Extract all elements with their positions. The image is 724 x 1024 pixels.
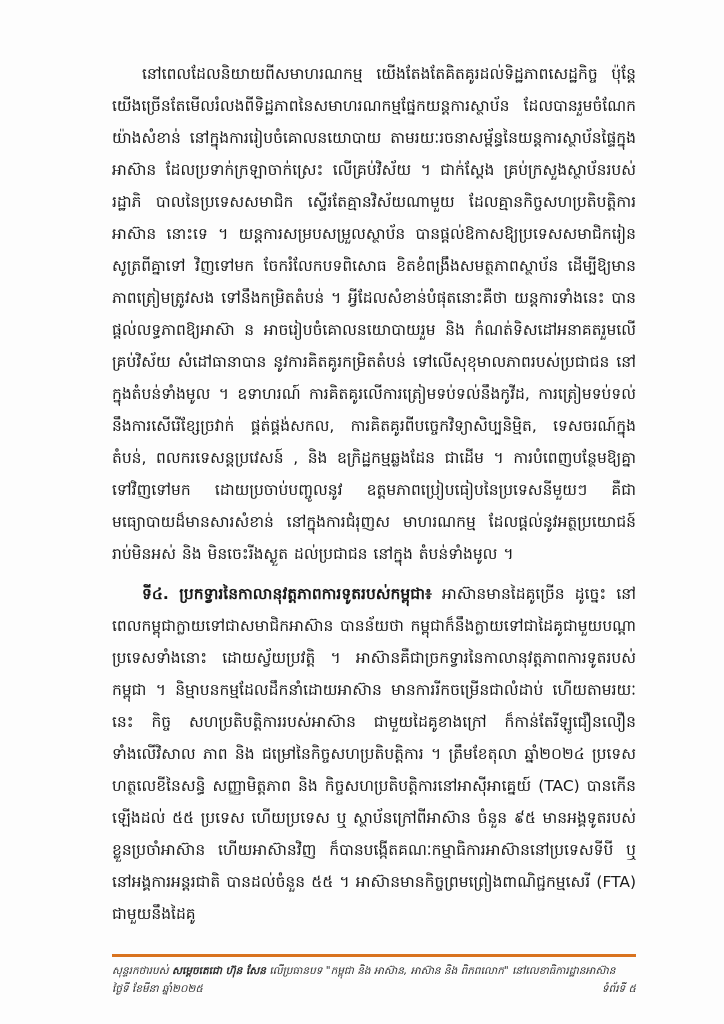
footer-speaker: សម្តេចតេជោ ហ៊ុន សែន	[172, 965, 266, 977]
paragraph-2-body: អាស៊ានមានដៃគូច្រើន ដូច្នេះ នៅ ពេលកម្ពុជាក្លាយទៅជាសមាជិកអាស៊ាន បានន័យថា កម្ពុជាក៏នឹងក្លាយទៅជាដៃគូជាមួយបណ្តា ប្រទេសទាំងនោះ ដោយស្វ័យប្រវត្តិ ។ អាស៊ានគឺជាច្រកទ្វារនៃកាលានុវត្តភាពការទូតរបស់កម្ពុជា ។ និម្មាបនកម្មដែលដឹកនាំដោយអាស៊ាន មានការរីកចម្រើនជាលំដាប់ ហើយតាមរយៈនេះ កិច្ច សហប្រតិបត្តិការរបស់អាស៊ាន ជាមួយដៃគូខាងក្រៅ ក៏កាន់តែរីឡូជឿនលឿន ទាំងលើវិសាល ភាព និង ជម្រៅនៃកិច្ចសហប្រតិបត្តិការ ។ ត្រឹមខែតុលា ឆ្នាំ២០២៤ ប្រទេសហត្ថលេខីនៃសន្ធិ សញ្ញាមិត្តភាព និង កិច្ចសហប្រតិបត្តិការនៅអាស៊ីអាគ្នេយ៍ (TAC) បានកើនឡើងដល់ ៥៥ ប្រទេស ហើយប្រទេស ឬ ស្ថាប័នក្រៅពីអាស៊ាន ចំនួន ៩៥ មានអង្គទូតរបស់ខ្លួនប្រចាំអាស៊ាន ហើយអាស៊ានវិញ ក៏បានបង្កើតគណៈកម្មាធិការអាស៊ាននៅប្រទេសទីបី ឬ នៅអង្គការអន្តរជាតិ បានដល់ចំនួន ៥៥ ។ អាស៊ានមានកិច្ចព្រមព្រៀងពាណិជ្ជកម្មសេរី (FTA) ជាមួយនឹងដៃគូ	[112, 585, 636, 923]
body-content	[112, 58, 636, 930]
paragraph-1: នៅពេលដែលនិយាយពីសមាហរណកម្ម យើងតែងតែគិតគូរដល់ទិដ្ឋភាពសេដ្ឋកិច្ច ប៉ុន្តែ យើងច្រើនតែមើលរំលងពីទិដ្ឋភាពនៃសមាហរណកម្មផ្នែកយន្តការស្ថាប័ន ដែលបានរួមចំណែក យ៉ាងសំខាន់ នៅក្នុងការរៀបចំគោលនយោបាយ តាមរយៈរចនាសម្ព័ន្ធនៃយន្តការស្ថាប័នផ្ទៃក្នុង អាស៊ាន ដែលប្រទាក់ក្រឡាចាក់ស្រេះ លើគ្រប់វិស័យ ។ ជាក់ស្តែង គ្រប់ក្រសួងស្ថាប័នរបស់រដ្ឋាភិ បាលនៃប្រទេសសមាជិក ស្ទើរតែគ្មានវិស័យណាមួយ ដែលគ្មានកិច្ចសហប្រតិបត្តិការអាស៊ាន នោះទេ ។ យន្តការសម្របសម្រួលស្ថាប័ន បានផ្តល់ឱកាសឱ្យប្រទេសសមាជិករៀនសូត្រពីគ្នាទៅ វិញទៅមក ចែករំលែកបទពិសោធ ខិតខំពង្រឹងសមត្ថភាពស្ថាប័ន ដើម្បីឱ្យមានភាពត្រៀមត្រូវសង ទៅនឹងកម្រិតតំបន់ ។ អ្វីដែលសំខាន់បំផុតនោះគឺថា យន្តការទាំងនេះ បានផ្តល់លទ្ធភាពឱ្យអាស៊ា ន អាចរៀបចំគោលនយោបាយរួម និង កំណត់ទិសដៅអនាគតរួមលើគ្រប់វិស័យ សំដៅធានាបាន នូវការគិតគូរកម្រិតតំបន់ ទៅលើសុខុមាលភាពរបស់ប្រជាជន នៅក្នុងតំបន់ទាំងមូល ។ ឧទាហរណ៍ ការគិតគូរលើការត្រៀមទប់ទល់នឹងកូវីដ, ការត្រៀមទប់ទល់នឹងការសើរើខ្សែច្រវាក់ ផ្គត់ផ្គង់សកល, ការគិតគូរពីបច្ចេកវិទ្យាសិប្បនិម្មិត, ទេសចរណ៍ក្នុងតំបន់, ពលករទេសន្តប្រវេសន៍ , និង ឧក្រិដ្ឋកម្មឆ្លងដែន ជាដើម ។ ការបំពេញបន្ថែមឱ្យគ្នាទៅវិញទៅមក ដោយប្រចាប់បញ្ចូលនូវ ឧត្តមភាពប្រៀបធៀបនៃប្រទេសនីមួយៗ គឺជាមធ្យោបាយដ៏មានសារសំខាន់ នៅក្នុងការជំរុញស មាហរណកម្ម ដែលផ្តល់នូវអត្ថប្រយោជន៍ រាប់មិនអស់ និង មិនចេះរីងស្ងួត ដល់ប្រជាជន នៅក្នុង តំបន់ទាំងមូល ។	[112, 65, 636, 563]
footer-meta	[112, 980, 636, 998]
footer-suffix: លើប្រធានបទ "កម្ពុជា និង អាស៊ាន, អាស៊ាន និង ពិភពលោក" នៅលេខាធិការដ្ឋានអាស៊ាន	[269, 965, 616, 977]
paragraph-2	[112, 578, 636, 930]
section-heading-4: ទី៤. ប្រកទ្វារនៃកាលានុវត្តភាពការទូតរបស់កម្ពុជា៖	[142, 585, 432, 603]
footer-caption	[112, 962, 636, 980]
footer-divider	[112, 954, 636, 957]
page-footer	[112, 962, 636, 998]
footer-prefix: សុន្ទរកថារបស់	[112, 965, 169, 977]
footer-date: ថ្ងៃទី ខែមីនា ឆ្នាំ២០២៥	[112, 983, 203, 995]
page-number: ទំព័រទី ៥	[601, 983, 636, 995]
